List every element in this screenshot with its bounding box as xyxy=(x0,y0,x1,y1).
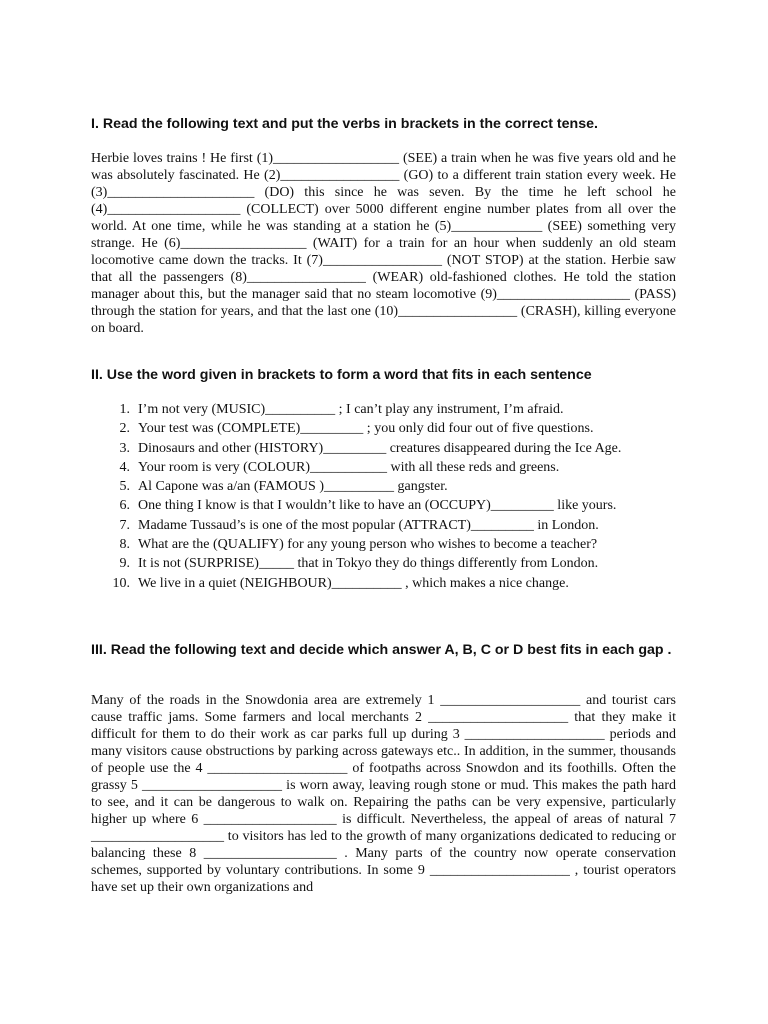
list-item-number: 9. xyxy=(119,556,130,572)
section-3-heading: III. Read the following text and decide which answer A, B, C or D best fits in each gap . xyxy=(91,642,672,658)
list-item-number: 5. xyxy=(119,479,130,495)
list-item-text: Al Capone was a/an (FAMOUS )__________ gangster. xyxy=(138,479,448,495)
list-item-text: Dinosaurs and other (HISTORY)_________ creatures disappeared during the Ice Age. xyxy=(138,440,622,456)
list-item xyxy=(91,400,676,419)
list-item-number: 6. xyxy=(119,498,130,514)
list-item xyxy=(91,439,676,458)
list-item-text: One thing I know is that I wouldn’t like to have an (OCCUPY)_________ like yours. xyxy=(138,498,617,514)
section-2-heading: II. Use the word given in brackets to form a word that fits in each sentence xyxy=(91,367,592,383)
list-item xyxy=(91,477,676,496)
list-item xyxy=(91,516,676,535)
list-item-number: 1. xyxy=(119,402,130,417)
list-item-number: 8. xyxy=(119,537,130,553)
section-2-list xyxy=(91,400,676,593)
list-item xyxy=(91,496,676,515)
list-item-text: It is not (SURPRISE)_____ that in Tokyo they do things differently from London. xyxy=(138,556,599,572)
list-item-text: Madame Tussaud’s is one of the most popular (ATTRACT)_________ in London. xyxy=(138,517,599,533)
list-item xyxy=(91,554,676,573)
list-item-number: 3. xyxy=(119,440,130,456)
list-item xyxy=(91,574,676,593)
list-item-text: Your test was (COMPLETE)_________ ; you only did four out of five questions. xyxy=(138,421,594,437)
list-item xyxy=(91,419,676,438)
section-1-text: Herbie loves trains ! He first (1)__________________ (SEE) a train when he was five years old and he was absolutely fascinated. He (2)_________________ (GO) to a different train station every week. He (3)_____________________ (DO) this since he was seven. By the time he left school he (4)___________________ (COLLECT) over 5000 different engine number plates from all over the world. At one time, while he was standing at a station he (5)_____________ (SEE) something very strange. He (6)__________________ (WAIT) for a train for an hour when suddenly an old steam locomotive came down the tracks. It (7)_________________ (NOT STOP) at the station. Herbie saw that all the passengers (8)_________________ (WEAR) old-fashioned clothes. He told the station manager about this, but the manager said that no steam locomotive (9)___________________ (PASS) through the station for years, and that the last one (10)_________________ (CRASH), killing everyone on board. xyxy=(91,151,676,336)
list-item-text: I’m not very (MUSIC)__________ ; I can’t play any instrument, I’m afraid. xyxy=(138,402,564,417)
list-item-text: We live in a quiet (NEIGHBOUR)__________ , which makes a nice change. xyxy=(138,575,569,591)
list-item-number: 10. xyxy=(112,575,130,591)
list-item-number: 2. xyxy=(119,421,130,437)
section-1-heading: I. Read the following text and put the verbs in brackets in the correct tense. xyxy=(91,116,598,132)
list-item-text: Your room is very (COLOUR)___________ with all these reds and greens. xyxy=(138,459,560,475)
list-item-number: 4. xyxy=(119,459,130,475)
list-item xyxy=(91,458,676,477)
section-3-text: Many of the roads in the Snowdonia area are extremely 1 ____________________ and tourist cars cause traffic jams. Some farmers and local merchants 2 ____________________ that they make it difficult for them to do their work as car parks full up during 3 ____________________ periods and many visitors cause obstructions by parking across gateways etc.. In addition, in the summer, thousands of people use the 4 ____________________ of footpaths across Snowdon and its foothills. Often the grassy 5 ____________________ is worn away, leaving rough stone or mud. This makes the path hard to see, and it can be dangerous to walk on. Repairing the paths can be very expensive, particularly higher up where 6 ___________________ is difficult. Nevertheless, the appeal of areas of natural 7 ___________________ to visitors has led to the growth of many organizations dedicated to reducing or balancing these 8 ___________________ . Many parts of the country now operate conservation schemes, supported by voluntary contributions. In some 9 ____________________ , tourist operators have set up their own organizations and xyxy=(91,693,676,895)
list-item xyxy=(91,535,676,554)
list-item-number: 7. xyxy=(119,517,130,533)
list-item-text: What are the (QUALIFY) for any young person who wishes to become a teacher? xyxy=(138,537,598,553)
